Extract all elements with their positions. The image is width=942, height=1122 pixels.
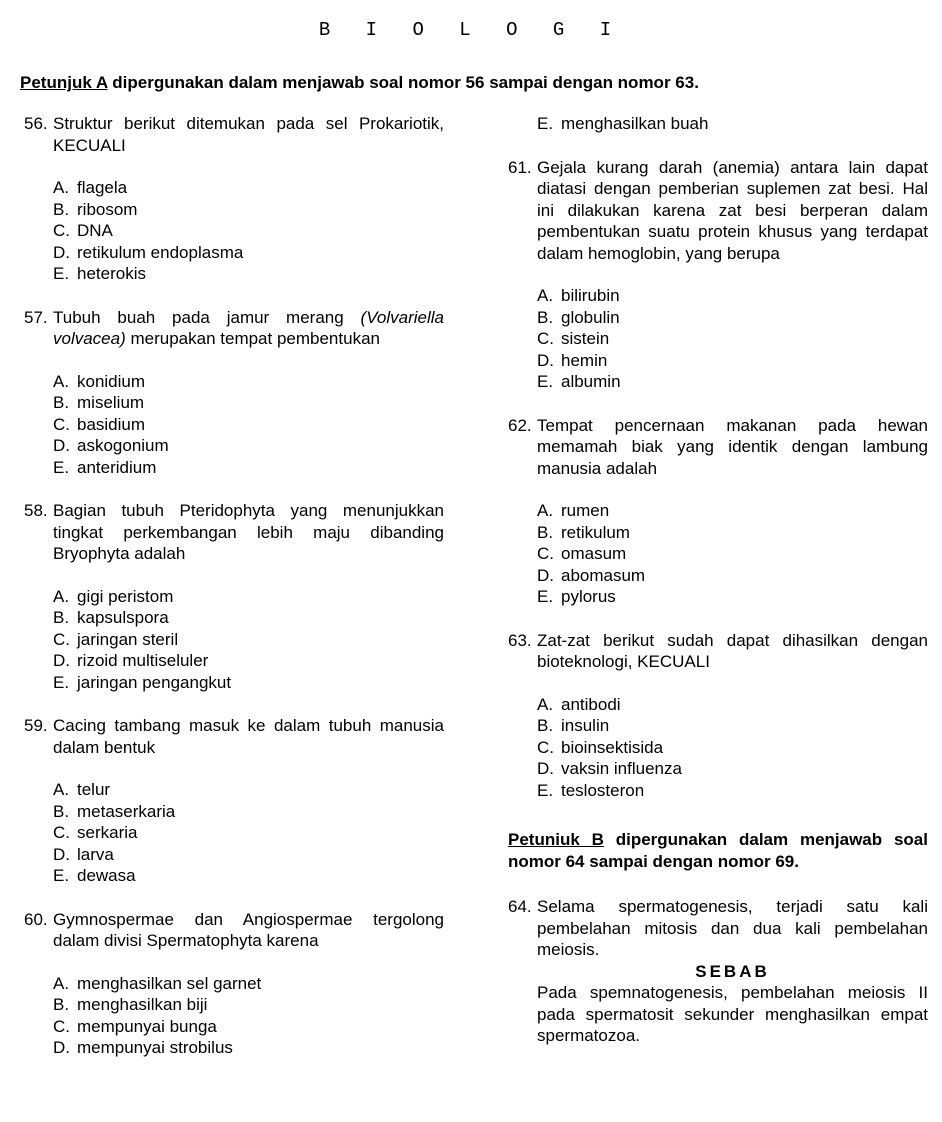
option: B. ribosom <box>53 199 138 219</box>
sebab-label: SEBAB <box>695 961 770 981</box>
instruction-b-text: dipergunakan dalam menjawab soal nomor 64 sampai dengan nomor 69. <box>508 830 928 871</box>
question-61 <box>508 157 928 265</box>
question-stem: Gejala kurang darah (anemia) antara lain dapat diatasi dengan pemberian suplemen zat besi. Hal ini dilakukan karena zat besi berperan dalam pembentukan suatu protein khusus yang terdapat dalam hemoglobin, yang berupa <box>537 157 928 263</box>
option: D. abomasum <box>537 565 646 585</box>
question-60 <box>24 909 444 952</box>
option: A. gigi peristom <box>53 586 174 606</box>
option: A. antibodi <box>537 694 621 714</box>
instruction-a-text: dipergunakan dalam menjawab soal nomor 56 sampai dengan nomor 63. <box>107 73 699 92</box>
option: E. albumin <box>537 372 621 391</box>
options-62 <box>508 500 928 608</box>
question-63 <box>508 630 928 673</box>
options-60-continued <box>508 113 928 135</box>
option: D. mempunyai strobilus <box>53 1038 233 1057</box>
option: D. rizoid multiseluler <box>53 651 209 670</box>
option: B. insulin <box>537 716 610 735</box>
question-stem: Bagian tubuh Pteridophyta yang menunjukkan tingkat perkembangan lebih maju dibanding Bryophyta adalah <box>53 501 444 563</box>
option: B. globulin <box>537 307 620 327</box>
option: E. jaringan pengangkut <box>53 672 232 692</box>
question-56 <box>24 113 444 156</box>
options-58 <box>24 586 444 694</box>
question-stem: Struktur berikut ditemukan pada sel Prokariotik, KECUALI <box>53 114 444 155</box>
instruction-b <box>508 829 928 872</box>
question-59 <box>24 715 444 758</box>
question-statement: Selama spermatogenesis, terjadi satu kali pembelahan mitosis dan dua kali pembelahan meiosis. <box>537 897 928 959</box>
option: E. anteridium <box>53 457 157 477</box>
question-number: 59. <box>24 716 48 735</box>
question-number: 61. <box>508 157 532 177</box>
option: C. jaringan steril <box>53 629 179 649</box>
option: B. miselium <box>53 393 145 412</box>
option: A. telur <box>53 780 111 799</box>
option: B. metaserkaria <box>53 801 176 821</box>
option: C. serkaria <box>53 823 138 842</box>
question-number: 60. <box>24 909 48 929</box>
options-61 <box>508 285 928 393</box>
option: B. menghasilkan biji <box>53 995 208 1014</box>
option: E. heterokis <box>53 264 146 283</box>
options-63 <box>508 694 928 802</box>
question-stem: Tempat pencernaan makanan pada hewan memamah biak yang identik dengan lambung manusia adalah <box>537 415 928 478</box>
option: D. hemin <box>537 350 608 370</box>
question-number: 64. <box>508 897 532 916</box>
question-62 <box>508 415 928 480</box>
question-stem: Zat-zat berikut sudah dapat dihasilkan dengan bioteknologi, KECUALI <box>537 630 928 671</box>
option: E. menghasilkan buah <box>537 114 709 133</box>
instruction-b-label: Petuniuk B <box>508 830 604 849</box>
options-57 <box>24 371 444 479</box>
question-57 <box>24 307 444 350</box>
question-number: 62. <box>508 415 532 435</box>
option: E. pylorus <box>537 587 616 606</box>
option: E. teslosteron <box>537 780 645 800</box>
option: A. flagela <box>53 178 128 197</box>
option: A. rumen <box>537 501 610 520</box>
right-column <box>508 113 928 1047</box>
left-column <box>24 113 444 1059</box>
question-stem: Tubuh buah pada jamur merang (Volvariella volvacea) merupakan tempat pembentukan <box>53 307 444 348</box>
option: A. konidium <box>53 371 146 391</box>
option: C. mempunyai bunga <box>53 1016 217 1036</box>
option: A. menghasilkan sel garnet <box>53 973 262 993</box>
option: C. basidium <box>53 414 146 434</box>
question-number: 58. <box>24 501 48 520</box>
question-stem: Gymnospermae dan Angiospermae tergolong dalam divisi Spermatophyta karena <box>53 909 444 950</box>
option: D. retikulum endoplasma <box>53 242 244 262</box>
option: D. vaksin influenza <box>537 759 682 778</box>
option: C. omasum <box>537 544 627 563</box>
question-number: 56. <box>24 114 48 133</box>
options-56 <box>24 177 444 285</box>
instruction-a-label: Petunjuk A <box>20 73 108 92</box>
option: C. sistein <box>537 329 610 348</box>
option: C. bioinsektisida <box>537 737 664 757</box>
option: B. retikulum <box>537 522 630 542</box>
question-stem: Cacing tambang masuk ke dalam tubuh manusia dalam bentuk <box>53 716 444 757</box>
question-reason: Pada spemnatogenesis, pembelahan meiosis II pada spermatosit sekunder menghasilkan empat spermatozoa. <box>537 983 928 1045</box>
option: B. kapsulspora <box>53 608 169 627</box>
option: D. larva <box>53 844 114 864</box>
options-60 <box>24 973 444 1059</box>
instruction-a <box>20 72 699 94</box>
option: E. dewasa <box>53 866 136 885</box>
option: C. DNA <box>53 221 113 240</box>
options-59 <box>24 779 444 887</box>
page-title: B I O L O G I <box>318 19 624 41</box>
question-64 <box>508 896 928 1047</box>
question-58 <box>24 500 444 565</box>
option: D. askogonium <box>53 436 169 455</box>
question-number: 57. <box>24 307 48 327</box>
option: A. bilirubin <box>537 286 620 305</box>
question-number: 63. <box>508 630 532 650</box>
